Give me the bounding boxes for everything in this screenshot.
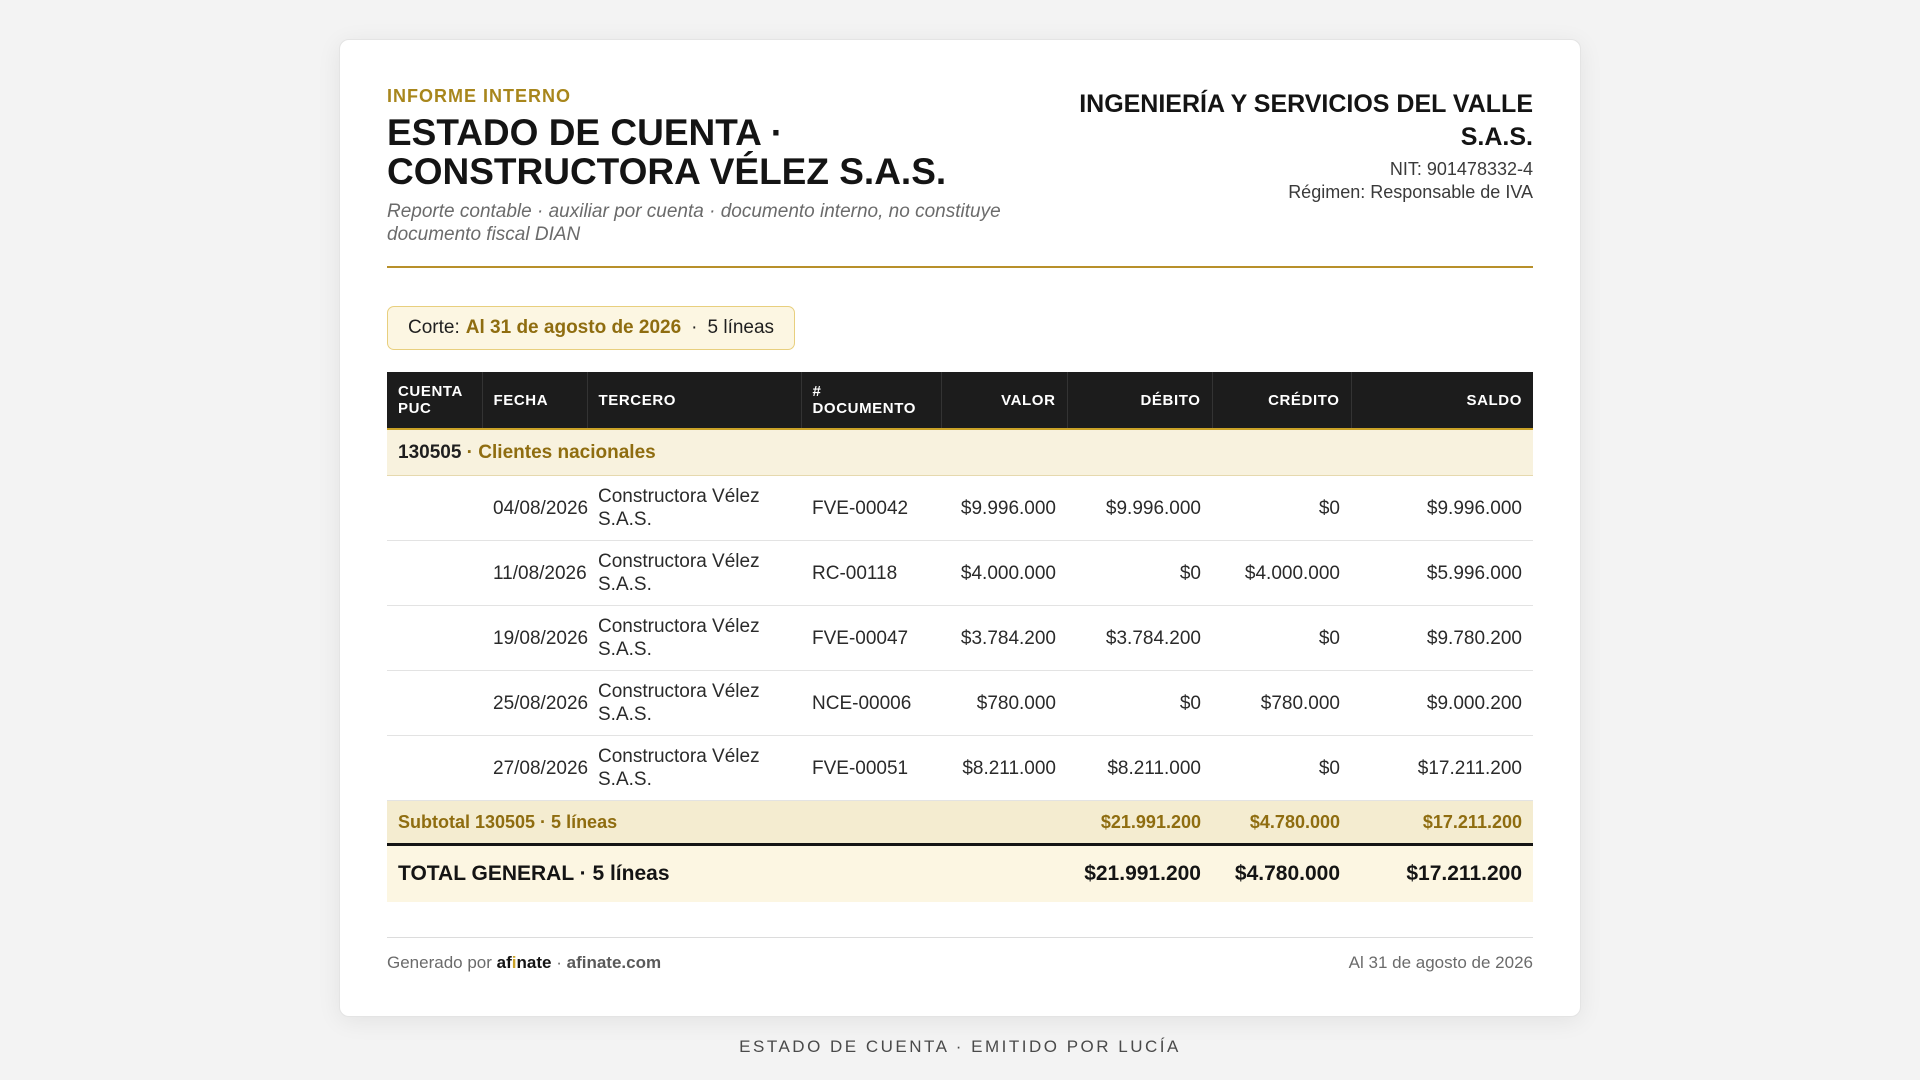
cell-tercero: Constructora Vélez S.A.S. [587, 606, 801, 671]
cut-off-date: Al 31 de agosto de 2026 [465, 317, 682, 338]
cell-credito: $0 [1212, 736, 1351, 801]
cell-documento: RC-00118 [801, 541, 941, 606]
cell-documento: FVE-00047 [801, 606, 941, 671]
cell-tercero: Constructora Vélez S.A.S. [587, 541, 801, 606]
ledger-table [387, 372, 1533, 902]
page-title: ESTADO DE CUENTA · CONSTRUCTORA VÉLEZ S.A.S. [387, 112, 947, 192]
cell-documento: NCE-00006 [801, 671, 941, 736]
report-subtitle: Reporte contable · auxiliar por cuenta · documento interno, no constituye documento fiscal DIAN [387, 201, 1001, 245]
table-row [387, 476, 1533, 541]
cell-credito: $0 [1212, 606, 1351, 671]
generated-by [387, 953, 661, 973]
account-code: 130505 [398, 441, 462, 463]
table-row [387, 671, 1533, 736]
cell-saldo: $9.780.200 [1351, 606, 1533, 671]
cell-cuenta [387, 736, 482, 801]
company-regimen: Régimen: Responsable de IVA [1288, 182, 1533, 202]
cell-debito: $9.996.000 [1067, 476, 1212, 541]
cell-cuenta [387, 541, 482, 606]
cell-cuenta [387, 671, 482, 736]
brand-part-b: i [511, 953, 517, 972]
cell-saldo: $5.996.000 [1351, 541, 1533, 606]
cell-tercero: Constructora Vélez S.A.S. [587, 736, 801, 801]
statement-card [339, 39, 1581, 1017]
col-documento: # DOCUMENTO [801, 372, 941, 429]
subtotal-label: Subtotal 130505 · 5 líneas [387, 801, 1067, 845]
account-separator: · [461, 441, 479, 463]
cell-debito: $8.211.000 [1067, 736, 1212, 801]
col-saldo: SALDO [1351, 372, 1533, 429]
cell-saldo: $17.211.200 [1351, 736, 1533, 801]
cell-saldo: $9.000.200 [1351, 671, 1533, 736]
cell-credito: $0 [1212, 476, 1351, 541]
table-row [387, 541, 1533, 606]
account-group-cell [387, 429, 1533, 476]
cell-valor: $8.211.000 [941, 736, 1067, 801]
subtotal-debito: $21.991.200 [1067, 801, 1212, 845]
cell-tercero: Constructora Vélez S.A.S. [587, 671, 801, 736]
brand-logo [497, 953, 552, 972]
cell-valor: $4.000.000 [941, 541, 1067, 606]
statement-header [387, 40, 1533, 268]
statement-footer [387, 937, 1533, 978]
grand-total-row [387, 845, 1533, 903]
table-row [387, 736, 1533, 801]
cut-off-lines: 5 líneas [707, 317, 775, 338]
subtotal-saldo: $17.211.200 [1351, 801, 1533, 845]
col-cuenta: CUENTA PUC [387, 372, 482, 429]
account-group-row [387, 429, 1533, 476]
cell-tercero: Constructora Vélez S.A.S. [587, 476, 801, 541]
generated-by-label: Generado por [387, 953, 492, 972]
cell-fecha: 19/08/2026 [482, 606, 587, 671]
brand-part-c: nate [516, 953, 552, 972]
cell-valor: $3.784.200 [941, 606, 1067, 671]
cell-fecha: 27/08/2026 [482, 736, 587, 801]
cut-off-separator: · [691, 317, 698, 338]
cell-fecha: 25/08/2026 [482, 671, 587, 736]
subtotal-row [387, 801, 1533, 845]
col-valor: VALOR [941, 372, 1067, 429]
cell-saldo: $9.996.000 [1351, 476, 1533, 541]
grand-total-saldo: $17.211.200 [1351, 845, 1533, 903]
cell-debito: $0 [1067, 541, 1212, 606]
cell-valor: $780.000 [941, 671, 1067, 736]
cell-valor: $9.996.000 [941, 476, 1067, 541]
company-name: INGENIERÍA Y SERVICIOS DEL VALLE S.A.S. [1079, 90, 1533, 151]
site-link[interactable]: afinate.com [566, 953, 662, 972]
col-credito: CRÉDITO [1212, 372, 1351, 429]
cut-off-badge [387, 306, 795, 350]
cell-debito: $3.784.200 [1067, 606, 1212, 671]
company-meta [1063, 158, 1533, 204]
col-fecha: FECHA [482, 372, 587, 429]
footer-date: Al 31 de agosto de 2026 [1348, 953, 1533, 972]
page-caption: ESTADO DE CUENTA · EMITIDO POR LUCÍA [739, 1037, 1181, 1056]
cell-credito: $4.000.000 [1212, 541, 1351, 606]
cell-cuenta [387, 476, 482, 541]
table-row [387, 606, 1533, 671]
cell-debito: $0 [1067, 671, 1212, 736]
table-header [387, 372, 1533, 429]
cell-credito: $780.000 [1212, 671, 1351, 736]
cell-cuenta [387, 606, 482, 671]
account-name: Clientes nacionales [478, 441, 656, 463]
grand-total-debito: $21.991.200 [1067, 845, 1212, 903]
cut-off-label: Corte: [408, 317, 460, 338]
cell-fecha: 04/08/2026 [482, 476, 587, 541]
footer-separator: · [556, 953, 562, 972]
grand-total-credito: $4.780.000 [1212, 845, 1351, 903]
cell-documento: FVE-00042 [801, 476, 941, 541]
grand-total-label: TOTAL GENERAL · 5 líneas [387, 845, 1067, 903]
statement-content [387, 40, 1533, 972]
col-debito: DÉBITO [1067, 372, 1212, 429]
brand-part-a: af [496, 953, 512, 972]
col-tercero: TERCERO [587, 372, 801, 429]
cell-fecha: 11/08/2026 [482, 541, 587, 606]
cell-documento: FVE-00051 [801, 736, 941, 801]
report-kicker: INFORME INTERNO [387, 86, 571, 106]
subtotal-credito: $4.780.000 [1212, 801, 1351, 845]
company-nit: NIT: 901478332-4 [1389, 159, 1533, 179]
